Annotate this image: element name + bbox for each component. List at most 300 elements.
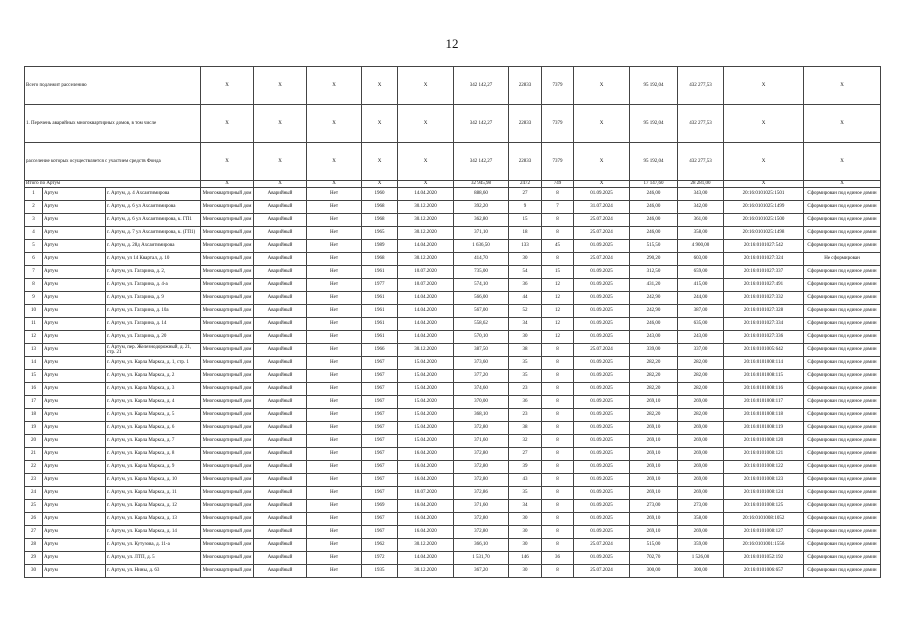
cell-s2: 659,00 — [678, 265, 724, 278]
cell-addr: г. Артум, ул. Карла Маркса, д. 13 — [106, 512, 201, 525]
cell-status: Сформирован под единое домин — [804, 473, 881, 486]
cell-year: 1967 — [362, 395, 398, 408]
cell-p1: 32 — [509, 434, 542, 447]
cell-type: Многоквартирный дом — [201, 343, 254, 356]
cell-area: 735,00 — [454, 265, 509, 278]
cell-date2: 01.09.2025 — [574, 460, 630, 473]
cell-p1: 27 — [509, 187, 542, 200]
cell-no: Нет — [307, 330, 362, 343]
summary-area: 32 945,98 — [454, 181, 509, 188]
cell-cad: 20:16:0101008:122 — [724, 460, 804, 473]
cell-cad: 20:16:0101027:334 — [724, 317, 804, 330]
cell-state: Аварийный — [254, 226, 307, 239]
cell-date1: 14.04.2020 — [398, 317, 454, 330]
cell-no: Нет — [307, 434, 362, 447]
summary-area: 342 142,27 — [454, 143, 509, 181]
table-row — [25, 525, 881, 538]
cell-status: Сформирован под единое домин — [804, 369, 881, 382]
cell-addr: г. Артум, д. 6 ул Ахсаитимирова — [106, 200, 201, 213]
summary-s2: 28 281,00 — [678, 181, 724, 188]
cell-type: Многоквартирный дом — [201, 538, 254, 551]
summary-c2: X — [254, 181, 307, 188]
table-row — [25, 499, 881, 512]
summary-c4: X — [362, 143, 398, 181]
cell-p1: 38 — [509, 343, 542, 356]
cell-date2: 01.09.2025 — [574, 551, 630, 564]
cell-area: 387,50 — [454, 343, 509, 356]
cell-status: Сформирован под единое домин — [804, 564, 881, 577]
cell-n: 17 — [25, 395, 43, 408]
cell-s1: 246,00 — [630, 187, 678, 200]
cell-date2: 01.09.2025 — [574, 239, 630, 252]
table-row — [25, 447, 881, 460]
cell-s2: 273,00 — [678, 499, 724, 512]
cell-addr: г. Артум, ул. Карла Маркса, д. 10 — [106, 473, 201, 486]
cell-date2: 01.09.2025 — [574, 486, 630, 499]
cell-state: Аварийный — [254, 512, 307, 525]
cell-n: 4 — [25, 226, 43, 239]
cell-area: 371,10 — [454, 226, 509, 239]
summary-n2: 7379 — [542, 67, 574, 105]
summary-c1: X — [201, 143, 254, 181]
cell-s1: 269,10 — [630, 434, 678, 447]
cell-p2: 8 — [542, 395, 574, 408]
cell-state: Аварийный — [254, 564, 307, 577]
table-row — [25, 473, 881, 486]
cell-area: 414,70 — [454, 252, 509, 265]
cell-s1: 246,00 — [630, 317, 678, 330]
cell-s1: 246,00 — [630, 200, 678, 213]
cell-addr: г. Артум, ул. Карла Маркса, д. 9 — [106, 460, 201, 473]
cell-cad: 20:16:0101006:657 — [724, 564, 804, 577]
cell-mun: Артум — [43, 551, 106, 564]
summary-label: расселение которых осуществляется с участием средств Фонда — [25, 143, 201, 181]
cell-mun: Артум — [43, 460, 106, 473]
cell-date2: 25.07.2024 — [574, 564, 630, 577]
cell-status: Сформирован под единое домин — [804, 330, 881, 343]
cell-no: Нет — [307, 187, 362, 200]
cell-addr: г. Артум, ул. Карла Маркса, д. 8 — [106, 447, 201, 460]
cell-n: 29 — [25, 551, 43, 564]
summary-c1: X — [201, 181, 254, 188]
cell-cad: 20:16:0101027:337 — [724, 265, 804, 278]
cell-addr: г. Артум, ул. Карла Маркса, д. 11 — [106, 486, 201, 499]
cell-cad: 20:16:0101027:328 — [724, 304, 804, 317]
cell-area: 370,00 — [454, 395, 509, 408]
cell-type: Многоквартирный дом — [201, 460, 254, 473]
cell-cad: 20:16:0101005:642 — [724, 343, 804, 356]
cell-date1: 16.04.2020 — [398, 512, 454, 525]
cell-s2: 282,00 — [678, 356, 724, 369]
cell-p1: 54 — [509, 265, 542, 278]
cell-date1: 16.04.2020 — [398, 460, 454, 473]
cell-p1: 36 — [509, 395, 542, 408]
cell-date2: 01.09.2025 — [574, 395, 630, 408]
summary-c6: X — [574, 105, 630, 143]
cell-n: 15 — [25, 369, 43, 382]
cell-type: Многоквартирный дом — [201, 395, 254, 408]
cell-area: 372,80 — [454, 447, 509, 460]
summary-c5: X — [398, 67, 454, 105]
cell-s2: 358,00 — [678, 226, 724, 239]
table-row — [25, 278, 881, 291]
cell-state: Аварийный — [254, 252, 307, 265]
cell-s2: 343,00 — [678, 187, 724, 200]
cell-date2: 01.09.2025 — [574, 473, 630, 486]
cell-cad: 20:16:0101008:121 — [724, 447, 804, 460]
summary-c3: X — [307, 181, 362, 188]
cell-state: Аварийный — [254, 382, 307, 395]
cell-cad: 20:16:0101008:125 — [724, 499, 804, 512]
cell-cad: 20:16:0101027:491 — [724, 278, 804, 291]
cell-no: Нет — [307, 317, 362, 330]
cell-mun: Артум — [43, 343, 106, 356]
cell-date1: 14.04.2020 — [398, 187, 454, 200]
cell-year: 1967 — [362, 369, 398, 382]
summary-c5: X — [398, 181, 454, 188]
cell-year: 1972 — [362, 551, 398, 564]
cell-date1: 30.12.2020 — [398, 200, 454, 213]
cell-addr: г. Артум, ул. Гагарина, д. 14 — [106, 317, 201, 330]
cell-s2: 387,00 — [678, 304, 724, 317]
summary-c4: X — [362, 67, 398, 105]
cell-p1: 43 — [509, 473, 542, 486]
summary-row — [25, 105, 881, 143]
cell-year: 1989 — [362, 239, 398, 252]
cell-date1: 30.12.2020 — [398, 538, 454, 551]
cell-state: Аварийный — [254, 369, 307, 382]
cell-year: 1967 — [362, 356, 398, 369]
cell-type: Многоквартирный дом — [201, 356, 254, 369]
cell-n: 16 — [25, 382, 43, 395]
summary-c8: X — [804, 67, 881, 105]
summary-n1: 22833 — [509, 143, 542, 181]
cell-date1: 15.04.2020 — [398, 408, 454, 421]
table-row — [25, 330, 881, 343]
cell-area: 371,60 — [454, 434, 509, 447]
cell-date1: 30.12.2020 — [398, 564, 454, 577]
cell-status: Сформирован под единое домин — [804, 291, 881, 304]
cell-s1: 312,50 — [630, 265, 678, 278]
cell-mun: Артум — [43, 382, 106, 395]
cell-date2: 31.07.2024 — [574, 200, 630, 213]
cell-addr: г. Артум, д. 7 ул Ахсаитимирова, к. (ГП1) — [106, 226, 201, 239]
summary-c3: X — [307, 105, 362, 143]
cell-no: Нет — [307, 395, 362, 408]
cell-p2: 8 — [542, 512, 574, 525]
table-row — [25, 538, 881, 551]
cell-n: 20 — [25, 434, 43, 447]
cell-n: 23 — [25, 473, 43, 486]
cell-area: 570,10 — [454, 330, 509, 343]
cell-s2: 635,00 — [678, 317, 724, 330]
cell-type: Многоквартирный дом — [201, 278, 254, 291]
cell-p1: 30 — [509, 525, 542, 538]
cell-type: Многоквартирный дом — [201, 239, 254, 252]
cell-date1: 10.07.2020 — [398, 278, 454, 291]
cell-s1: 243,00 — [630, 330, 678, 343]
summary-c8: X — [804, 143, 881, 181]
summary-row — [25, 143, 881, 181]
cell-addr: г. Артум, ул. ЛТП, д. 5 — [106, 551, 201, 564]
cell-p1: 30 — [509, 538, 542, 551]
cell-area: 371,60 — [454, 499, 509, 512]
cell-p1: 23 — [509, 382, 542, 395]
cell-addr: г. Артум, ул. Карла Маркса, д. 12 — [106, 499, 201, 512]
cell-s1: 515,00 — [630, 538, 678, 551]
cell-mun: Артум — [43, 512, 106, 525]
cell-status: Сформирован под единое домин — [804, 421, 881, 434]
cell-type: Многоквартирный дом — [201, 512, 254, 525]
cell-status: Сформирован под единое домин — [804, 447, 881, 460]
summary-n1: 22833 — [509, 67, 542, 105]
cell-date2: 01.09.2025 — [574, 265, 630, 278]
summary-c7: X — [724, 105, 804, 143]
cell-area: 372,80 — [454, 473, 509, 486]
cell-no: Нет — [307, 226, 362, 239]
summary-s1: 95 192,04 — [630, 143, 678, 181]
cell-addr: г. Артум, ул. Карла Маркса, д. 1, стр. 1 — [106, 356, 201, 369]
cell-cad: 20:16:0101027:332 — [724, 291, 804, 304]
cell-mun: Артум — [43, 226, 106, 239]
cell-date1: 15.04.2020 — [398, 382, 454, 395]
cell-state: Аварийный — [254, 499, 307, 512]
cell-date2: 01.09.2025 — [574, 304, 630, 317]
cell-no: Нет — [307, 304, 362, 317]
cell-year: 1961 — [362, 317, 398, 330]
table-row — [25, 434, 881, 447]
cell-type: Многоквартирный дом — [201, 187, 254, 200]
cell-s2: 603,00 — [678, 252, 724, 265]
cell-year: 1968 — [362, 213, 398, 226]
cell-no: Нет — [307, 265, 362, 278]
cell-addr: г. Артум, ул. Гагарина, д. 10а — [106, 304, 201, 317]
cell-s2: 244,00 — [678, 291, 724, 304]
cell-cad: 20:16:0101008:117 — [724, 395, 804, 408]
table-row — [25, 291, 881, 304]
cell-no: Нет — [307, 447, 362, 460]
cell-date2: 01.09.2025 — [574, 356, 630, 369]
cell-area: 574,10 — [454, 278, 509, 291]
cell-mun: Артум — [43, 434, 106, 447]
cell-state: Аварийный — [254, 551, 307, 564]
table-row — [25, 343, 881, 356]
cell-status: Сформирован под единое домин — [804, 382, 881, 395]
cell-state: Аварийный — [254, 187, 307, 200]
summary-n1: 22833 — [509, 105, 542, 143]
cell-state: Аварийный — [254, 421, 307, 434]
cell-status: Сформирован под единое домин — [804, 434, 881, 447]
cell-n: 19 — [25, 421, 43, 434]
summary-n2: 749 — [542, 181, 574, 188]
cell-s2: 342,00 — [678, 200, 724, 213]
cell-year: 1967 — [362, 382, 398, 395]
cell-s1: 269,10 — [630, 473, 678, 486]
cell-cad: 20:16:0101027:324 — [724, 252, 804, 265]
cell-date2: 01.09.2025 — [574, 291, 630, 304]
table-row — [25, 564, 881, 577]
cell-s1: 246,00 — [630, 213, 678, 226]
cell-date2: 01.09.2025 — [574, 278, 630, 291]
cell-date1: 15.04.2020 — [398, 395, 454, 408]
cell-s1: 269,10 — [630, 395, 678, 408]
cell-p2: 8 — [542, 356, 574, 369]
cell-state: Аварийный — [254, 330, 307, 343]
cell-cad: 20:16:0101008:116 — [724, 382, 804, 395]
cell-status: Сформирован под единое домин — [804, 213, 881, 226]
table-row — [25, 187, 881, 200]
cell-year: 1961 — [362, 291, 398, 304]
cell-type: Многоквартирный дом — [201, 551, 254, 564]
cell-status: Сформирован под единое домин — [804, 187, 881, 200]
cell-addr: г. Артум, ул. Гагарина, д. 2, — [106, 265, 201, 278]
cell-status: Сформирован под единое домин — [804, 239, 881, 252]
cell-p1: 35 — [509, 369, 542, 382]
cell-n: 24 — [25, 486, 43, 499]
table-row — [25, 317, 881, 330]
cell-p1: 35 — [509, 356, 542, 369]
cell-year: 1961 — [362, 330, 398, 343]
cell-mun: Артум — [43, 486, 106, 499]
table-row — [25, 395, 881, 408]
summary-c7: X — [724, 181, 804, 188]
cell-p1: 18 — [509, 226, 542, 239]
cell-cad: 20:16:0101025:1498 — [724, 226, 804, 239]
cell-p2: 12 — [542, 291, 574, 304]
cell-no: Нет — [307, 408, 362, 421]
cell-s2: 243,00 — [678, 330, 724, 343]
cell-cad: 20:16:0101008:119 — [724, 421, 804, 434]
cell-s2: 269,00 — [678, 486, 724, 499]
cell-s1: 273,00 — [630, 499, 678, 512]
cell-cad: 20:16:0101008:114 — [724, 356, 804, 369]
cell-date2: 25.07.2024 — [574, 226, 630, 239]
summary-c8: X — [804, 181, 881, 188]
cell-area: 392,20 — [454, 200, 509, 213]
cell-s1: 269,10 — [630, 460, 678, 473]
table-row — [25, 200, 881, 213]
cell-mun: Артум — [43, 187, 106, 200]
cell-n: 1 — [25, 187, 43, 200]
table-row — [25, 421, 881, 434]
cell-mun: Артум — [43, 213, 106, 226]
cell-year: 1967 — [362, 525, 398, 538]
cell-n: 13 — [25, 343, 43, 356]
cell-s2: 269,00 — [678, 434, 724, 447]
cell-date1: 15.04.2020 — [398, 434, 454, 447]
cell-state: Аварийный — [254, 278, 307, 291]
cell-area: 368,10 — [454, 408, 509, 421]
cell-no: Нет — [307, 421, 362, 434]
cell-s2: 359,00 — [678, 538, 724, 551]
cell-no: Нет — [307, 200, 362, 213]
summary-c2: X — [254, 105, 307, 143]
cell-s2: 358,00 — [678, 512, 724, 525]
cell-status: Сформирован под единое домин — [804, 343, 881, 356]
cell-n: 28 — [25, 538, 43, 551]
cell-state: Аварийный — [254, 447, 307, 460]
table-row — [25, 213, 881, 226]
cell-p1: 34 — [509, 499, 542, 512]
cell-date2: 01.09.2025 — [574, 421, 630, 434]
cell-s1: 269,10 — [630, 447, 678, 460]
cell-mun: Артум — [43, 200, 106, 213]
cell-cad: 20:16:0101025:1499 — [724, 200, 804, 213]
cell-mun: Артум — [43, 356, 106, 369]
cell-no: Нет — [307, 538, 362, 551]
cell-no: Нет — [307, 564, 362, 577]
cell-status: Сформирован под единое домин — [804, 408, 881, 421]
cell-area: 377,20 — [454, 369, 509, 382]
cell-status: Сформирован под единое домин — [804, 200, 881, 213]
cell-s1: 246,00 — [630, 226, 678, 239]
cell-s2: 269,00 — [678, 421, 724, 434]
cell-n: 14 — [25, 356, 43, 369]
cell-type: Многоквартирный дом — [201, 304, 254, 317]
cell-area: 372,80 — [454, 460, 509, 473]
cell-no: Нет — [307, 512, 362, 525]
summary-s1: 17 147,60 — [630, 181, 678, 188]
cell-year: 1967 — [362, 473, 398, 486]
cell-date2: 01.09.2025 — [574, 330, 630, 343]
cell-s1: 282,20 — [630, 382, 678, 395]
cell-area: 366,10 — [454, 538, 509, 551]
cell-cad: 20:16:0101052:192 — [724, 551, 804, 564]
summary-s2: 432 277,53 — [678, 105, 724, 143]
cell-addr: г. Артум, д. 4 Ахсаитимирова — [106, 187, 201, 200]
cell-status: Сформирован под единое домин — [804, 265, 881, 278]
cell-mun: Артум — [43, 538, 106, 551]
cell-mun: Артум — [43, 395, 106, 408]
cell-n: 30 — [25, 564, 43, 577]
cell-type: Многоквартирный дом — [201, 473, 254, 486]
cell-date2: 25.07.2024 — [574, 538, 630, 551]
cell-p1: 38 — [509, 421, 542, 434]
cell-cad: 20:16:0101008:124 — [724, 486, 804, 499]
cell-cad: 20:16:0101027:542 — [724, 239, 804, 252]
cell-addr: г. Артум, ул. Карла Маркса, д. 7 — [106, 434, 201, 447]
cell-date2: 25.07.2024 — [574, 213, 630, 226]
cell-p2: 7 — [542, 200, 574, 213]
table-row — [25, 226, 881, 239]
cell-status: Не сформирован — [804, 252, 881, 265]
cell-s2: 282,00 — [678, 382, 724, 395]
cell-type: Многоквартирный дом — [201, 213, 254, 226]
cell-addr: г. Артум, ул. Карла Маркса, д. 14 — [106, 525, 201, 538]
cell-cad: 20:16:0101008:123 — [724, 473, 804, 486]
cell-area: 372,86 — [454, 486, 509, 499]
cell-s2: 269,00 — [678, 473, 724, 486]
cell-cad: 20:16:0101008:1052 — [724, 512, 804, 525]
cell-p1: 35 — [509, 486, 542, 499]
cell-addr: г. Артум, ул. Гагарина, д. 4-а — [106, 278, 201, 291]
cell-state: Аварийный — [254, 525, 307, 538]
cell-area: 372,80 — [454, 512, 509, 525]
cell-mun: Артум — [43, 278, 106, 291]
table-row — [25, 252, 881, 265]
cell-s2: 269,00 — [678, 460, 724, 473]
cell-cad: 20:16:0101025:1501 — [724, 187, 804, 200]
table-row — [25, 512, 881, 525]
page-number: 12 — [445, 36, 459, 51]
cell-no: Нет — [307, 525, 362, 538]
cell-type: Многоквартирный дом — [201, 265, 254, 278]
cell-p2: 8 — [542, 252, 574, 265]
cell-area: 558,62 — [454, 317, 509, 330]
cell-p2: 8 — [542, 460, 574, 473]
cell-addr: г. Артум, ул 14 Квартал, д. 10 — [106, 252, 201, 265]
cell-date1: 15.04.2020 — [398, 356, 454, 369]
